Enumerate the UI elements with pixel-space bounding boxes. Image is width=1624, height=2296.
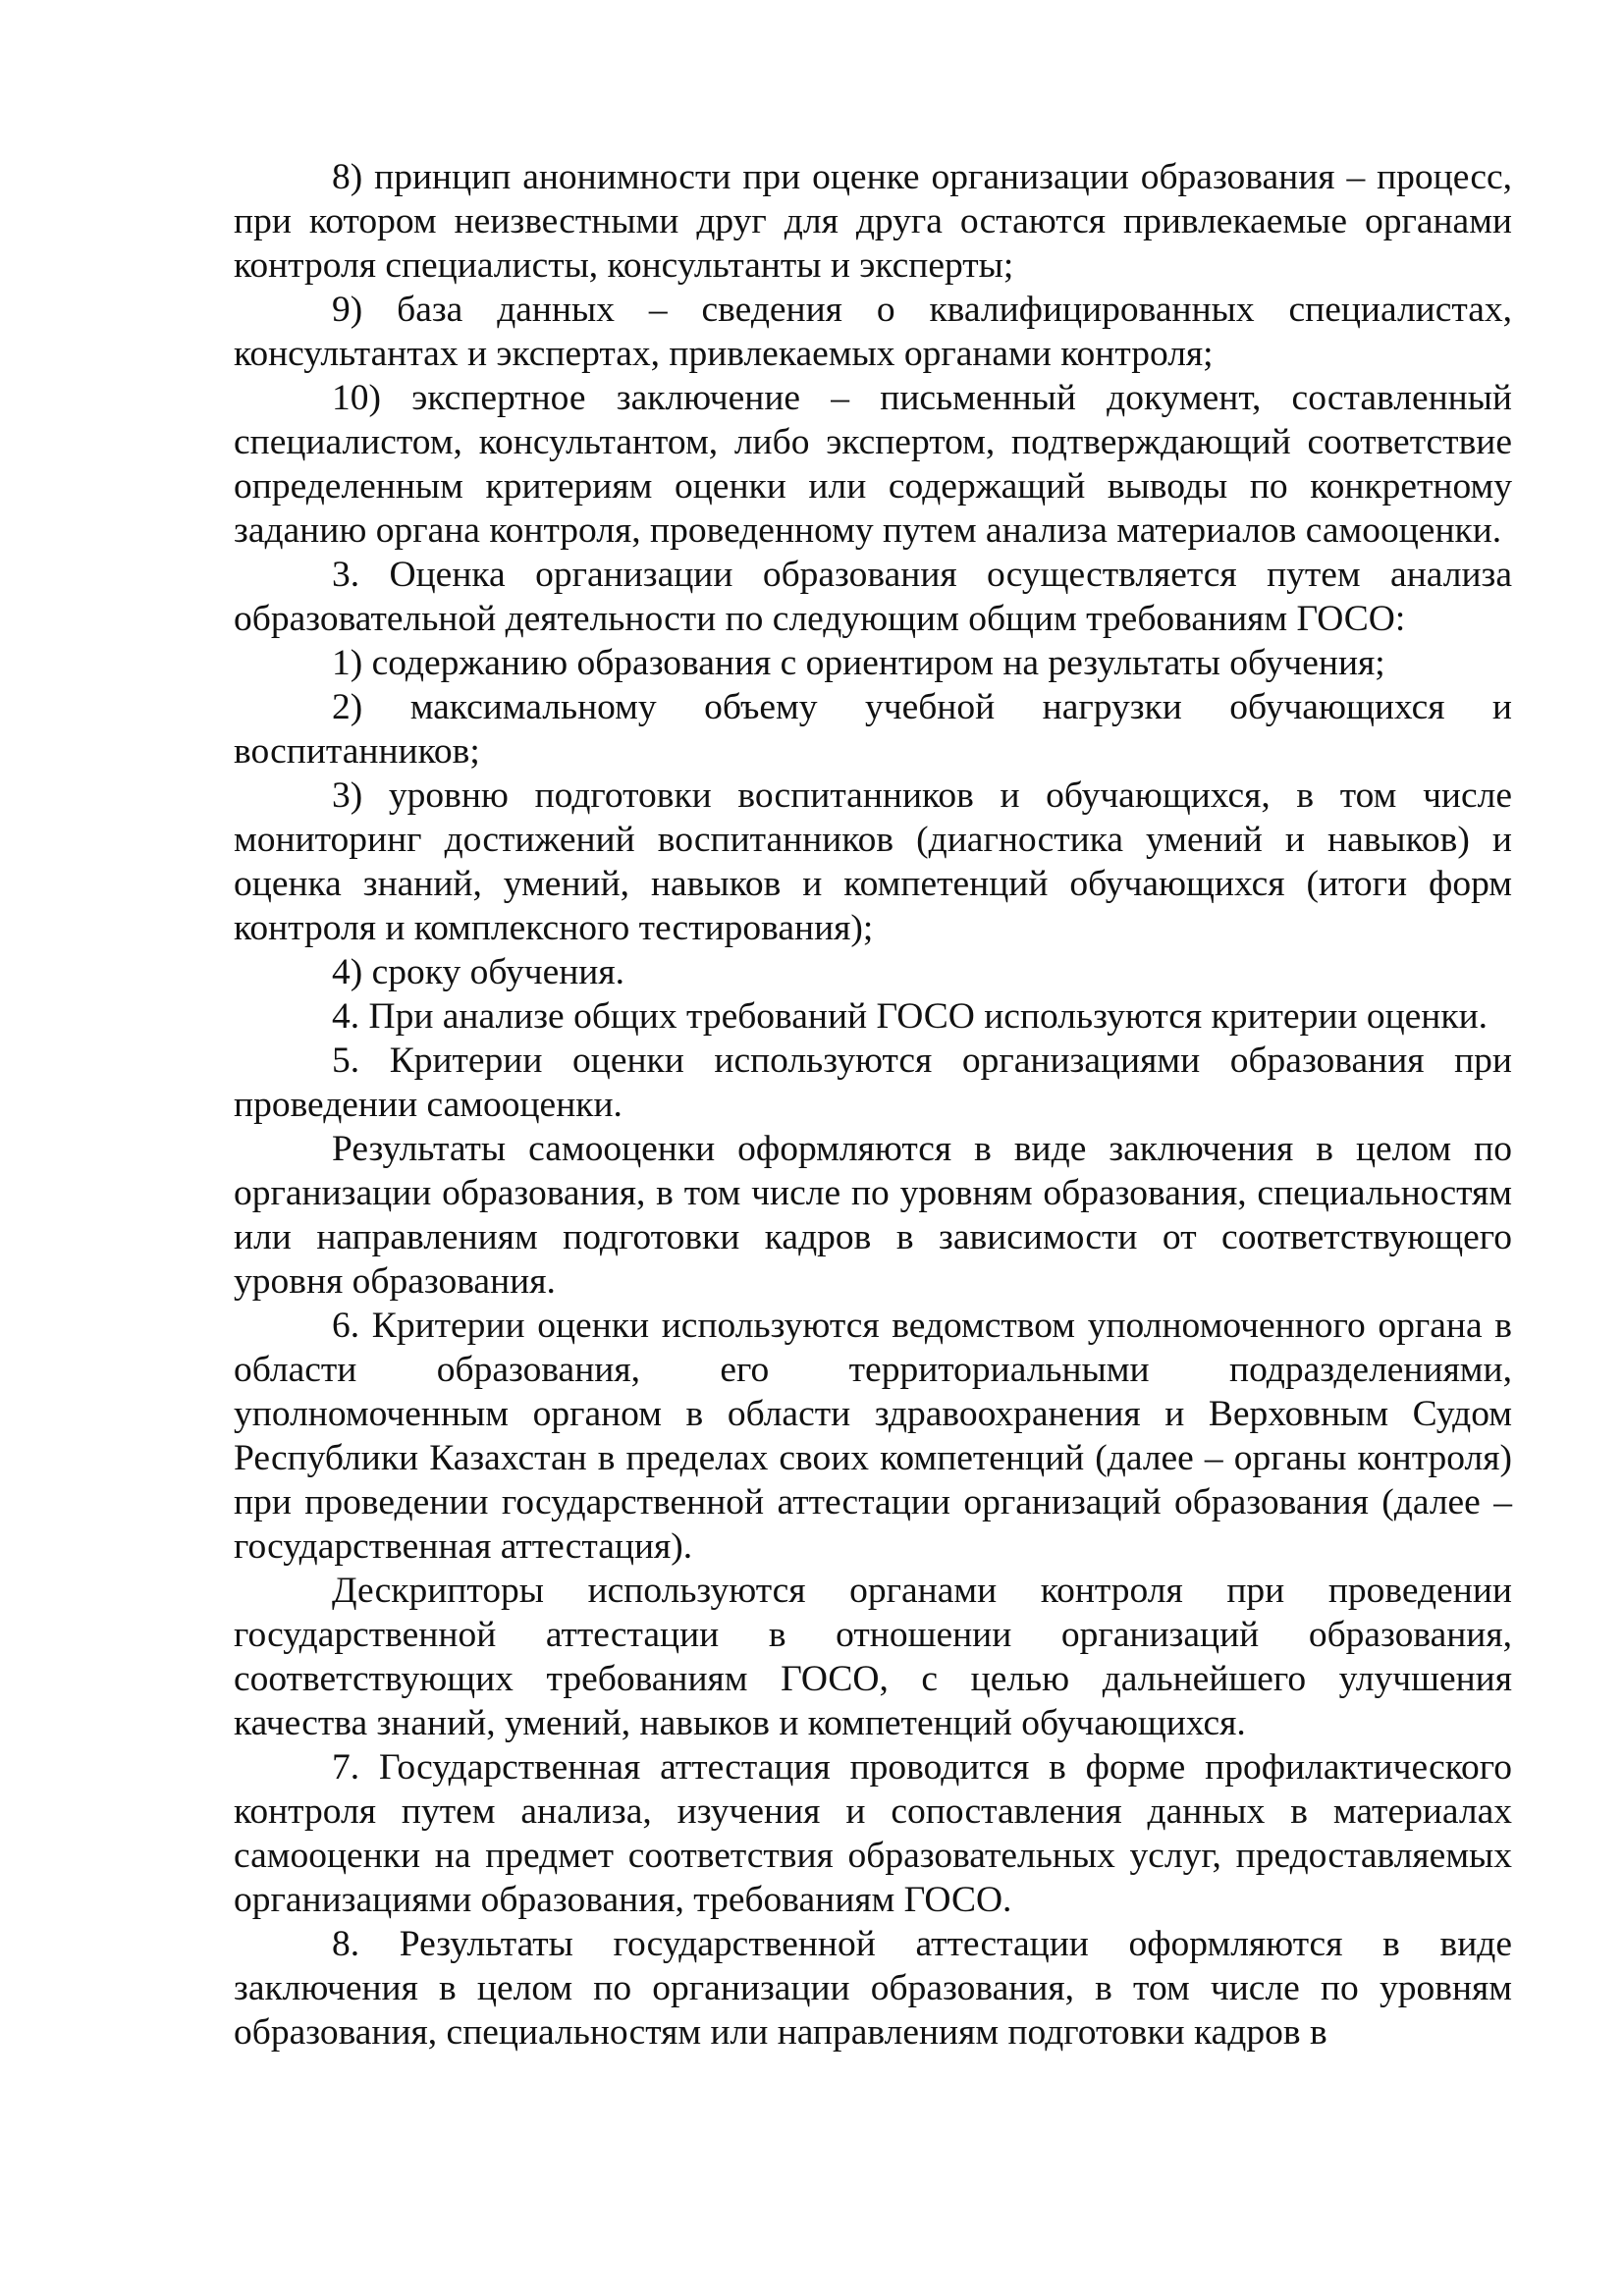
paragraph-subitem-2: 2) максимальному объему учебной нагрузки обучающихся и воспитанников; (234, 687, 1512, 772)
paragraph-item-8-anonymity: 8) принцип анонимности при оценке организации образования – процесс, при котором неизвестными друг для друга остаются привлекаемые органами контроля специалисты, консультанты и эксперты; (234, 157, 1512, 286)
paragraph-descriptors: Дескрипторы используются органами контроля при проведении государственной аттестации в отношении организаций образования, соответствующих требованиям ГОСО, с целью дальнейшего улучшения качества знаний, умений, навыков и компетенций обучающихся. (234, 1571, 1512, 1743)
paragraph-item-9-database: 9) база данных – сведения о квалифицированных специалистах, консультантах и экспертах, привлекаемых органами контроля; (234, 290, 1512, 374)
paragraph-subitem-3: 3) уровню подготовки воспитанников и обучающихся, в том числе мониторинг достижений воспитанников (диагностика умений и навыков) и оценка знаний, умений, навыков и компетенций обучающихся (итоги форм контроля и комплексного тестирования); (234, 775, 1512, 948)
paragraph-clause-6: 6. Критерии оценки используются ведомством уполномоченного органа в области образования, его территориальными подразделениями, уполномоченным органом в области здравоохранения и Верховным Судом Республики Казахстан в пределах своих компетенций (далее – органы контроля) при проведении государственной аттестации организаций образования (далее – государственная аттестация). (234, 1306, 1512, 1567)
paragraph-self-assessment-results: Результаты самооценки оформляются в виде заключения в целом по организации образования, в том числе по уровням образования, специальностям или направлениям подготовки кадров в зависимости от соответствующего уровня образования. (234, 1129, 1512, 1302)
paragraph-clause-5: 5. Критерии оценки используются организациями образования при проведении самооценки. (234, 1041, 1512, 1125)
paragraph-subitem-1: 1) содержанию образования с ориентиром на результаты обучения; (332, 643, 1385, 683)
paragraph-clause-3: 3. Оценка организации образования осуществляется путем анализа образовательной деятельности по следующим общим требованиям ГОСО: (234, 555, 1512, 639)
paragraph-clause-7: 7. Государственная аттестация проводится в форме профилактического контроля путем анализа, изучения и сопоставления данных в материалах самооценки на предмет соответствия образовательных услуг, предоставляемых организациями образования, требованиям ГОСО. (234, 1747, 1512, 1920)
paragraph-clause-4: 4. При анализе общих требований ГОСО используются критерии оценки. (332, 996, 1489, 1037)
paragraph-subitem-4: 4) сроку обучения. (332, 952, 624, 992)
document-page (234, 155, 1512, 2055)
paragraph-item-10-expert-conclusion: 10) экспертное заключение – письменный документ, составленный специалистом, консультантом, либо экспертом, подтверждающий соответствие определенным критериям оценки или содержащий выводы по конкретному заданию органа контроля, проведенному путем анализа материалов самооценки. (234, 378, 1512, 551)
paragraph-clause-8: 8. Результаты государственной аттестации оформляются в виде заключения в целом по организации образования, в том числе по уровням образования, специальностям или направлениям подготовки кадров в (234, 1924, 1512, 2053)
